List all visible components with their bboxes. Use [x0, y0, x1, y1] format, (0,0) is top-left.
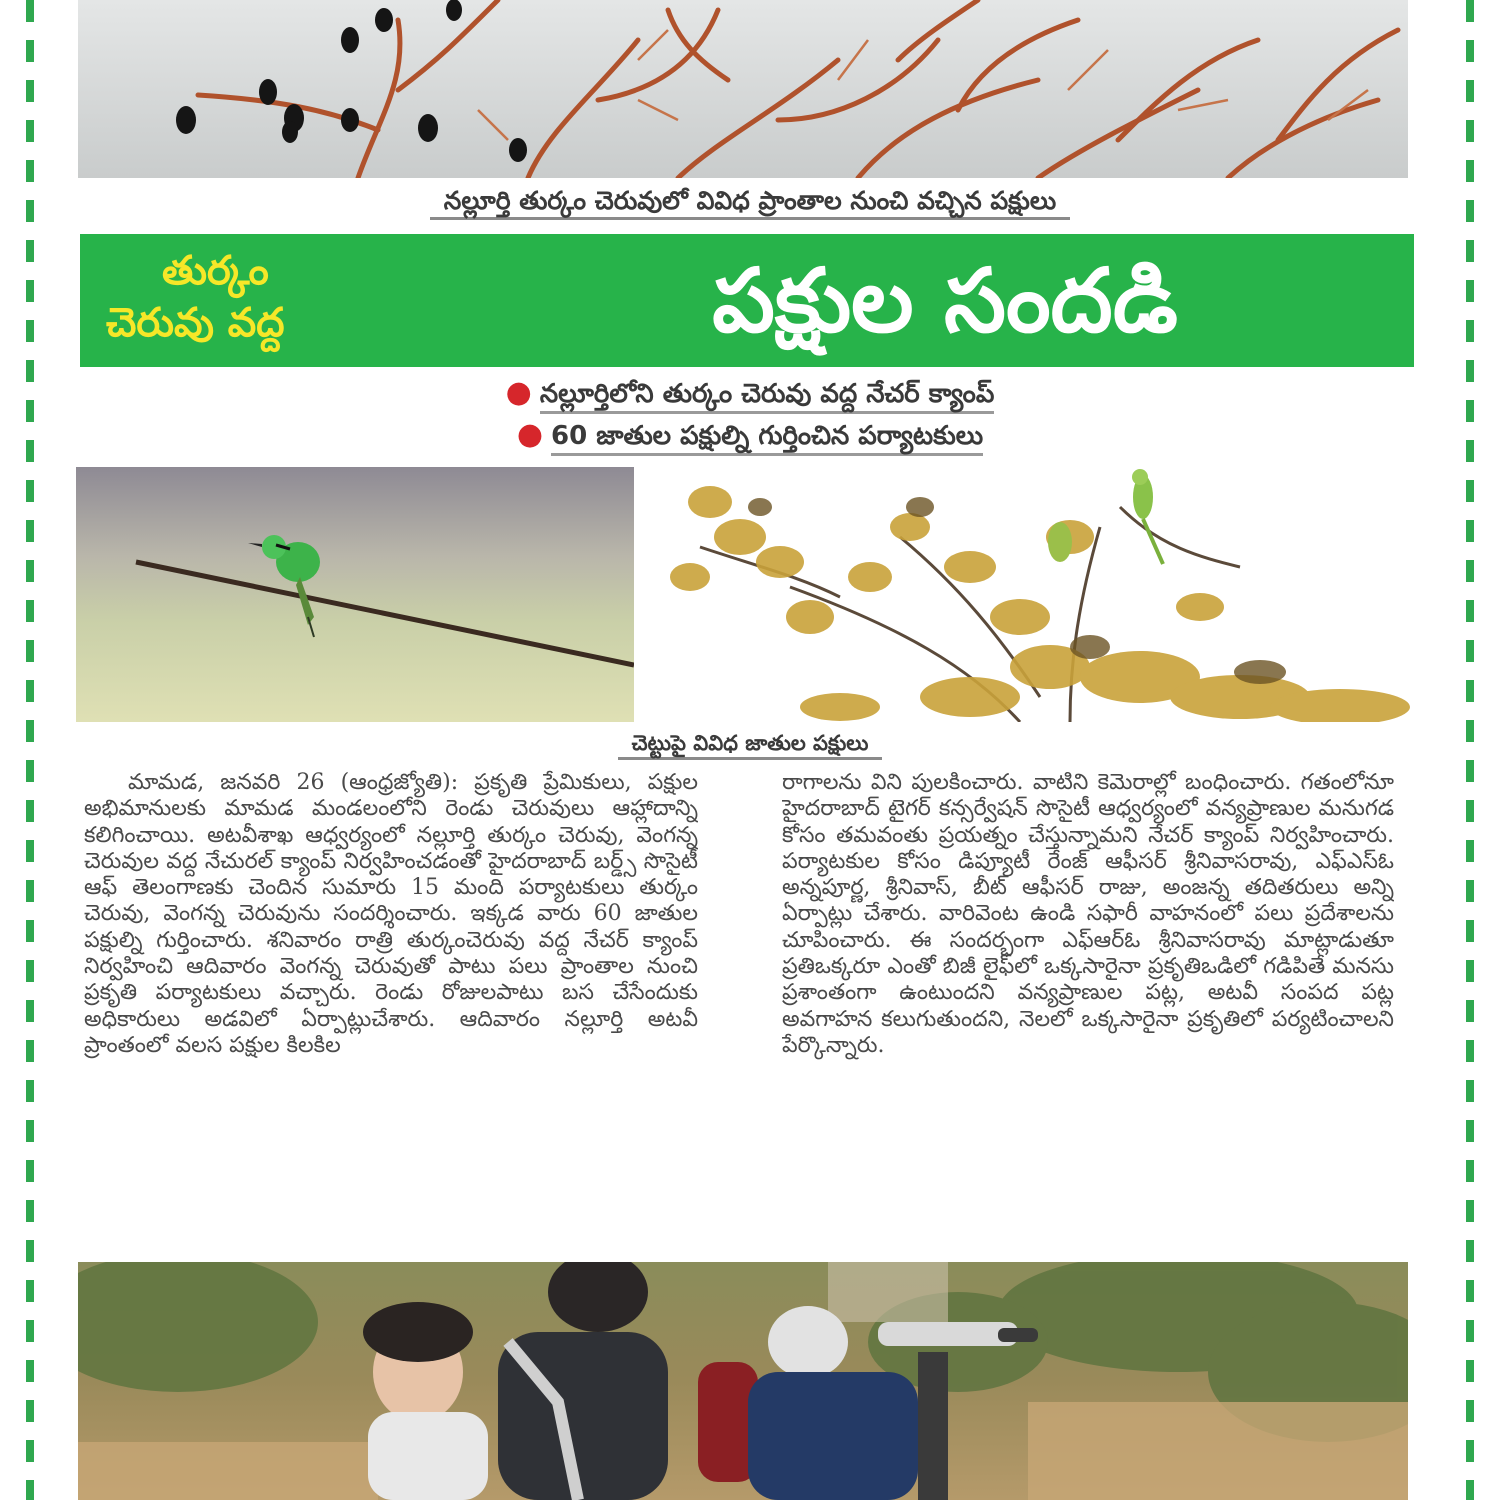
photo-birds-on-bare-tree	[78, 0, 1408, 178]
kicker-line-1: తుర్కం	[162, 248, 269, 294]
kicker-line-2: చెరువు వద్ద	[106, 300, 285, 346]
headline-band	[80, 234, 1414, 367]
bullet-dot-icon: ●	[505, 375, 532, 410]
highlight-bullet-1	[0, 375, 1500, 415]
middle-photo-caption	[0, 731, 1500, 761]
article-column-right: రాగాలను విని పులకించారు. వాటిని కెమెరాల్లో బంధించారు. గతంలోనూ హైదరాబాద్ టైగర్ కన్సర్వేషన్ సొసైటీ ఆధ్వర్యంలో వన్యప్రాణుల మనుగడ కోసం తమవంతు ప్రయత్నం చేస్తున్నామని నేచర్ క్యాంప్ నిర్వహించారు. పర్యాటకుల కోసం డిప్యూటీ రేంజ్ ఆఫీసర్ శ్రీనివాసరావు, ఎఫ్ఎస్ఓ అన్నపూర్ణ, శ్రీనివాస్, బీట్ ఆఫీసర్ రాజు, అంజన్న తదితరులు అన్ని ఏర్పాట్లు చేశారు. వారివెంట ఉండి సఫారీ వాహనంలో పలు ప్రదేశాలను చూపించారు. ఈ సందర్భంగా ఎఫ్ఆర్ఓ శ్రీనివాసరావు మాట్లాడుతూ ప్రతిఒక్కరూ ఎంతో బిజీ లైఫ్‌లో ఒక్కసారైనా ప్రకృతిఒడిలో గడిపితే మనసు ప్రశాంతంగా ఉంటుందని వన్యప్రాణుల పట్ల, అటవీ సంపద పట్ల అవగాహన కలుగుతుందని, నెలలో ఒక్కసారైనా ప్రకృతిలో పర్యటించాలని పేర్కొన్నారు.	[782, 770, 1394, 1058]
main-headline: పక్షుల సందడి	[712, 249, 1178, 352]
photo-birdwatchers-with-cameras	[78, 1262, 1408, 1500]
highlight-text-1: నల్లూర్తిలోని తుర్కం చెరువు వద్ద నేచర్ క్యాంప్	[540, 379, 994, 414]
highlight-text-2: 60 జాతుల పక్షుల్ని గుర్తించిన పర్యాటకులు	[551, 421, 983, 456]
photo-bee-eater-on-branch	[76, 467, 634, 722]
top-photo-caption-text: నల్లూర్తి తుర్కం చెరువులో వివిధ ప్రాంతాల నుంచి వచ్చిన పక్షులు	[430, 186, 1070, 220]
top-photo-caption	[0, 186, 1500, 222]
photo-parakeets-on-tree	[640, 467, 1418, 722]
bullet-dot-icon: ●	[516, 417, 544, 452]
middle-photo-caption-text: చెట్టుపై వివిధ జాతుల పక్షులు	[618, 731, 883, 760]
highlight-bullet-2	[0, 417, 1500, 457]
article-column-left: మామడ, జనవరి 26 (ఆంధ్రజ్యోతి): ప్రకృతి ప్రేమికులు, పక్షుల అభిమానులకు మామడ మండలంలోని రెండు చెరువులు ఆహ్లాదాన్ని కలిగించాయి. అటవీశాఖ ఆధ్వర్యంలో నల్లూర్తి తుర్కం చెరువు, వెంగన్న చెరువుల వద్ద నేచురల్ క్యాంప్ నిర్వహించడంతో హైదరాబాద్ బర్డ్స్ సొసైటీ ఆఫ్ తెలంగాణకు చెందిన సుమారు 15 మంది పర్యాటకులు తుర్కం చెరువు, వెంగన్న చెరువును సందర్శించారు. ఇక్కడ వారు 60 జాతుల పక్షుల్ని గుర్తించారు. శనివారం రాత్రి తుర్కంచెరువు వద్ద నేచర్ క్యాంప్ నిర్వహించి ఆదివారం వెంగన్న చెరువుతో పాటు పలు ప్రాంతాల నుంచి ప్రకృతి పర్యాటకులు వచ్చారు. రెండు రోజులపాటు బస చేసేందుకు అధికారులు అడవిలో ఏర్పాట్లుచేశారు. ఆదివారం నల్లూర్తి అటవీ ప్రాంతంలో వలస పక్షుల కిలకిల	[84, 770, 698, 1058]
